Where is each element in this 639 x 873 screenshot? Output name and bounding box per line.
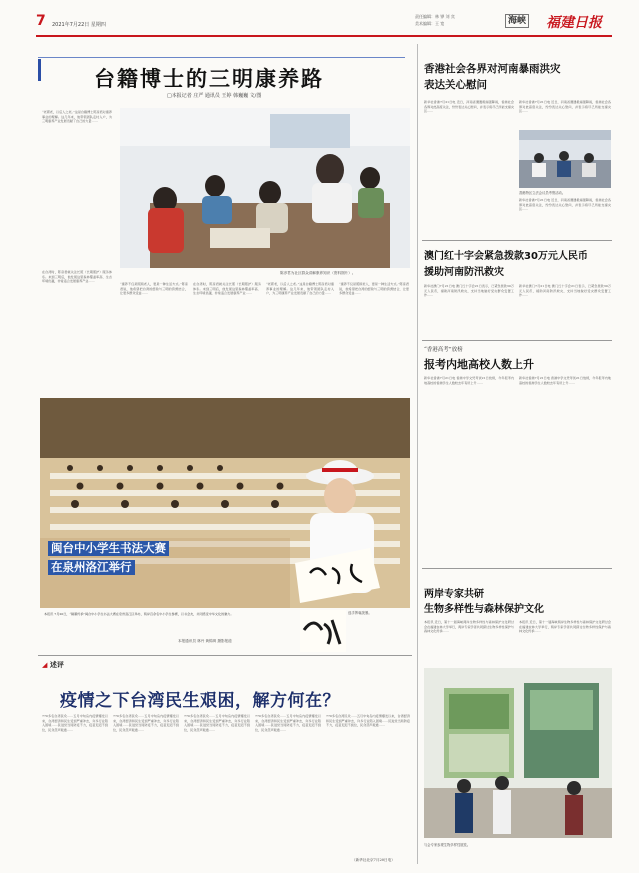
hk-story-title-line-1: 香港社会各界对河南暴雨洪灾 [424, 63, 561, 75]
exam-col2: 新华社香港7月21日电 香港中学文凭考试21日放榜，今年报考内地高校的香港学生人数较去年有所上升…… [519, 376, 611, 385]
calligraphy-brush-photo [300, 610, 346, 652]
biodiversity-exhibit-art [424, 668, 612, 838]
page-number: 7 [36, 13, 46, 29]
hk-story-title-line-2: 表达关心慰问 [424, 79, 487, 91]
taiwan-story-label [42, 660, 64, 670]
hk-photo-caption: 香港特区立法会议员考察活动。 [519, 191, 566, 195]
macau-story-title-line-1: 澳门红十字会紧急拨款30万元人民币 [424, 251, 588, 262]
macau-col2: 新华社澳门7月21日电 澳门红十字会21日表示，已紧急拨款30万元人民币，援助河南防汛救灾，支持当地做好受灾群众安置工作…… [519, 284, 611, 298]
bio-story-title-line-2: 生物多样性与森林保护文化 [424, 604, 544, 615]
masthead-red-rule [36, 35, 612, 37]
taiwan-col4: 770多名台湾民众……五月中旬岛内疫情爆发以来，台湾经济和民生受到严重冲击，许多行业陷入困境……民进党当局防疫不力，疫苗迟迟不到位，民众怨声载道…… [255, 714, 321, 732]
classroom-photo-caption: 陈彦君为社区群众讲解康养知识（资料图片）。 [280, 271, 356, 275]
taiwan-story-title: 疫情之下台湾民生艰困，解方何在？ [60, 691, 340, 711]
taiwan-story-label-text: 述评 [49, 661, 64, 669]
main-story-col6-text: “康养不仅是照顾老人，更是一种生活方式。”陈彦君说，他希望把台湾的经验与三明的资源结合，让更多群众受益…… [339, 282, 409, 296]
issue-date: 2021年7月22日 星期四 [52, 22, 106, 28]
bio-col2: 本报讯 近日，第十一届海峡两岸生物多样性与森林保护文化研讨会在福建农林大学举行，两岸专家学者共同探讨生物多样性保护与森林文化传承…… [519, 620, 611, 634]
classroom-photo [120, 108, 410, 268]
calligraphy-credit: 本报通讯员 林丹 黄锦圳 摄影报道 [178, 639, 232, 643]
calligraphy-title-block [48, 541, 169, 575]
macau-col1: 新华社澳门7月21日电 澳门红十字会21日表示，已紧急拨款30万元人民币，援助河南防汛救灾，支持当地做好受灾群众安置工作…… [424, 284, 514, 298]
taiwan-col5: 770多名台湾民众……五月中旬岛内疫情爆发以来，台湾经济和民生受到严重冲击，许多行业陷入困境……民进党当局防疫不力，疫苗迟迟不到位，民众怨声载道…… [326, 714, 410, 728]
exam-story-kicker: “香港高考”放榜 [424, 347, 463, 353]
calligraphy-body: 本报讯 7月20日，“翰墨传承”闽台中小学生书法大赛在泉州洛江区举办，两岸百余名中小学生参赛，以书会友，共同感受中华文化的魅力。 [44, 612, 234, 616]
calligraphy-hall-photo [40, 398, 410, 608]
macau-story-title-line-2: 援助河南防汛救灾 [424, 267, 504, 278]
calligraphy-title-line-1: 闽台中小学生书法大赛 [48, 541, 169, 556]
section-name: 海峡 [505, 14, 529, 28]
newspaper-logo: 福建日报 [546, 15, 602, 31]
hk-col2: 新华社香港7月21日电 近日，河南省遭遇极端强降雨，香港社会各界对此高度关注，纷纷表达关心慰问，并表示将尽己所能支援灾区…… [519, 100, 611, 114]
taiwan-col1: 770多名台湾民众……五月中旬岛内疫情爆发以来，台湾经济和民生受到严重冲击，许多行业陷入困境……民进党当局防疫不力，疫苗迟迟不到位，民众怨声载道…… [42, 714, 108, 732]
calligraphy-hall-art [40, 398, 410, 608]
exam-story-rule [422, 340, 612, 341]
main-story-title-band [38, 57, 405, 101]
taiwan-story-dateline: （新华社北京7月20日电） [352, 858, 395, 862]
macau-story-rule [422, 240, 612, 241]
bio-story-title-line-1: 两岸专家共研 [424, 589, 484, 600]
exam-story-title: 报考内地高校人数上升 [424, 358, 534, 371]
biodiversity-exhibit-photo [424, 668, 612, 838]
exam-col1: 新华社香港7月21日电 香港中学文凭考试21日放榜，今年报考内地高校的香港学生人数较去年有所上升…… [424, 376, 514, 385]
main-story-col4-text: 在台湾时，陈彦君就关注长照（长期照护）服务体系。来到三明后，他发现这里森林覆盖率高、生态环境优越，非常适合发展康养产业…… [193, 282, 261, 296]
main-story-col3-text: “康养不仅是照顾老人，更是一种生活方式。”陈彦君说，他希望把台湾的经验与三明的资源结合，让更多群众受益…… [120, 282, 188, 296]
classroom-photo-art [120, 108, 410, 268]
label-marker-icon: ◢ [42, 661, 48, 669]
main-story-title: 台籍博士的三明康养路 [94, 67, 324, 91]
right-column-divider [417, 44, 418, 864]
editors-line-2: 美术编辑：王 宽 [415, 21, 445, 26]
main-story-col2-text: 在台湾时，陈彦君就关注长照（长期照护）服务体系。来到三明后，他发现这里森林覆盖率高、生态环境优越，非常适合发展康养产业…… [42, 270, 112, 284]
hk-meeting-photo [519, 130, 611, 188]
bio-photo-caption: 与会专家参观生物多样性展览。 [424, 843, 471, 847]
taiwan-story-top-rule [38, 655, 412, 656]
taiwan-col2: 770多名台湾民众……五月中旬岛内疫情爆发以来，台湾经济和民生受到严重冲击，许多行业陷入困境……民进党当局防疫不力，疫苗迟迟不到位，民众怨声载道…… [113, 714, 179, 732]
main-story-col1-text: “老郭老，以后人之老。”这是台籍博士陈彦君对康养事业的理解。这几年来，他带领团队走村入户，为三明康养产业发展贡献了自己的力量…… [42, 110, 112, 124]
masthead [0, 0, 639, 40]
editors-line-1: 责任编辑：林 铧 刘 宾 [415, 14, 455, 19]
calligraphy-title-line-2: 在泉州洛江举行 [48, 560, 135, 575]
hk-meeting-art [519, 130, 611, 188]
main-story-col5-text: “老郭老，以后人之老。”这是台籍博士陈彦君对康养事业的理解。这几年来，他带领团队走村入户，为三明康养产业发展贡献了自己的力量…… [266, 282, 334, 296]
bio-col1: 本报讯 近日，第十一届海峡两岸生物多样性与森林保护文化研讨会在福建农林大学举行，两岸专家学者共同探讨生物多样性保护与森林文化传承…… [424, 620, 514, 634]
bio-story-rule [422, 568, 612, 569]
hk-col2-continued: 新华社香港7月21日电 近日，河南省遭遇极端强降雨，香港社会各界对此高度关注，纷纷表达关心慰问，并表示将尽己所能支援灾区…… [519, 198, 611, 212]
brush-strokes-art [300, 610, 346, 652]
taiwan-col3: 770多名台湾民众……五月中旬岛内疫情爆发以来，台湾经济和民生受到严重冲击，许多行业陷入困境……民进党当局防疫不力，疫苗迟迟不到位，民众怨声载道…… [184, 714, 250, 732]
hk-col1: 新华社香港7月21日电 近日，河南省遭遇极端强降雨，香港社会各界对此高度关注，纷纷表达关心慰问，并表示将尽己所能支援灾区…… [424, 100, 514, 114]
main-story-byline: □本报记者 庄严 通讯员 王婷 韩巍巍 文/图 [167, 93, 262, 99]
title-rule-top [38, 57, 405, 58]
calligraphy-photo-caption: 选手挥毫泼墨。 [348, 611, 372, 615]
title-accent-bar [38, 59, 41, 81]
